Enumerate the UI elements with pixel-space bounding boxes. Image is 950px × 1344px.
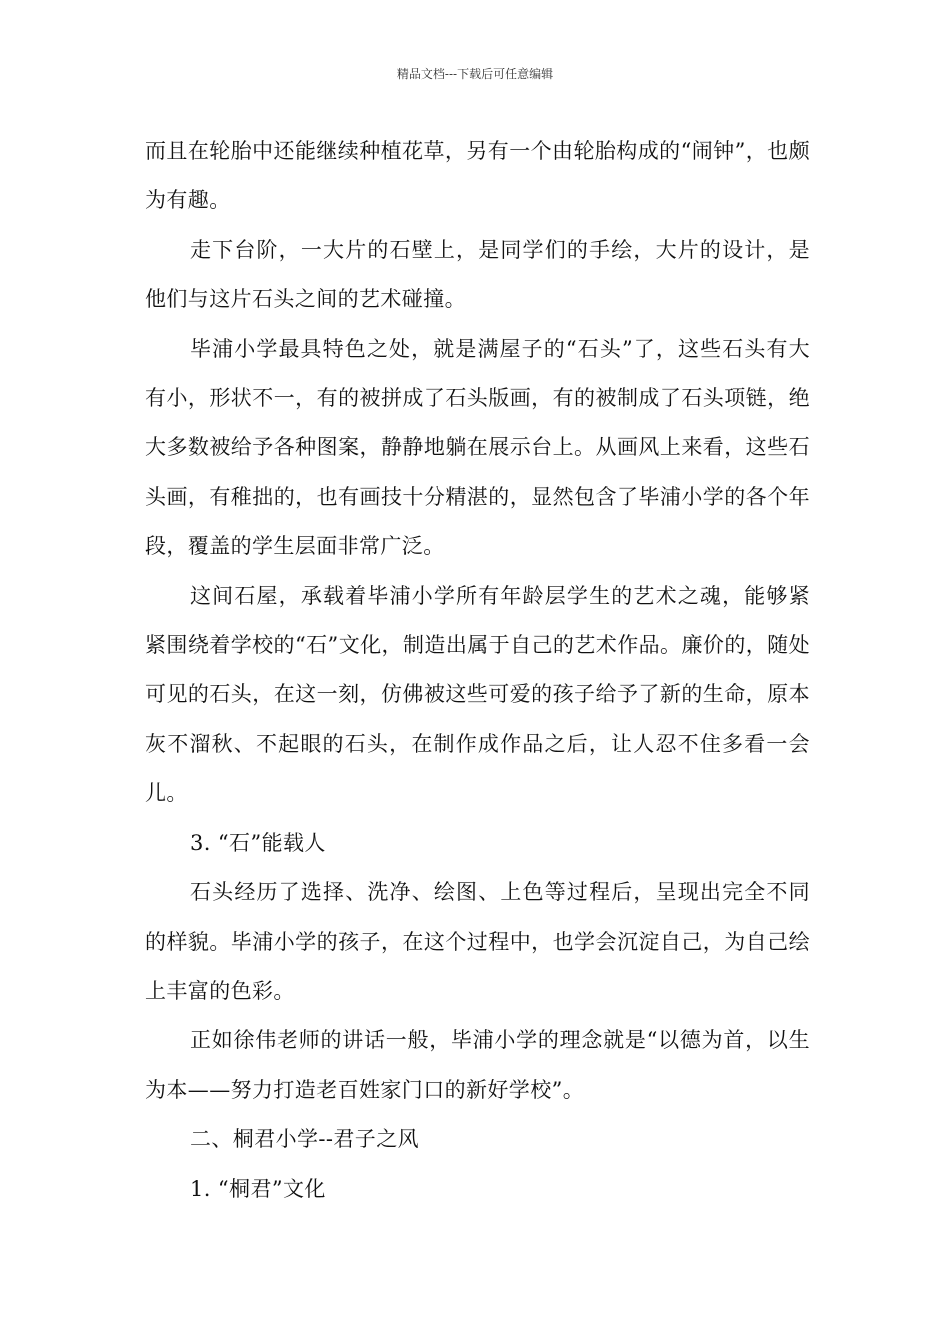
paragraph: 正如徐伟老师的讲话一般，毕浦小学的理念就是“以德为首，以生为本——努力打造老百姓家门口的新好学校”。 [145, 1028, 810, 1102]
document-body [145, 127, 810, 1214]
section-heading: 二、桐君小学--君子之风 [190, 1127, 419, 1152]
paragraph: 这间石屋，承载着毕浦小学所有年龄层学生的艺术之魂，能够紧紧围绕着学校的“石”文化，制造出属于自己的艺术作品。廉价的，随处可见的石头，在这一刻，仿佛被这些可爱的孩子给予了新的生命，原本灰不溜秋、不起眼的石头，在制作成作品之后，让人忍不住多看一会儿。 [145, 583, 810, 806]
section-heading: 3. “石”能载人 [190, 830, 326, 855]
paragraph: 毕浦小学最具特色之处，就是满屋子的“石头”了，这些石头有大有小，形状不一，有的被拼成了石头版画，有的被制成了石头项链，绝大多数被给予各种图案，静静地躺在展示台上。从画风上来看，这些石头画，有稚拙的，也有画技十分精湛的，显然包含了毕浦小学的各个年段，覆盖的学生层面非常广泛。 [145, 336, 810, 559]
paragraph: 而且在轮胎中还能继续种植花草，另有一个由轮胎构成的“闹钟”，也颇为有趣。 [145, 139, 810, 213]
page-header: 精品文档---下载后可任意编辑 [396, 67, 554, 81]
section-heading: 1. “桐君”文化 [190, 1176, 326, 1201]
paragraph: 走下台阶，一大片的石壁上，是同学们的手绘，大片的设计，是他们与这片石头之间的艺术碰撞。 [145, 237, 810, 312]
paragraph: 石头经历了选择、洗净、绘图、上色等过程后，呈现出完全不同的样貌。毕浦小学的孩子，在这个过程中，也学会沉淀自己，为自己绘上丰富的色彩。 [145, 880, 810, 1003]
